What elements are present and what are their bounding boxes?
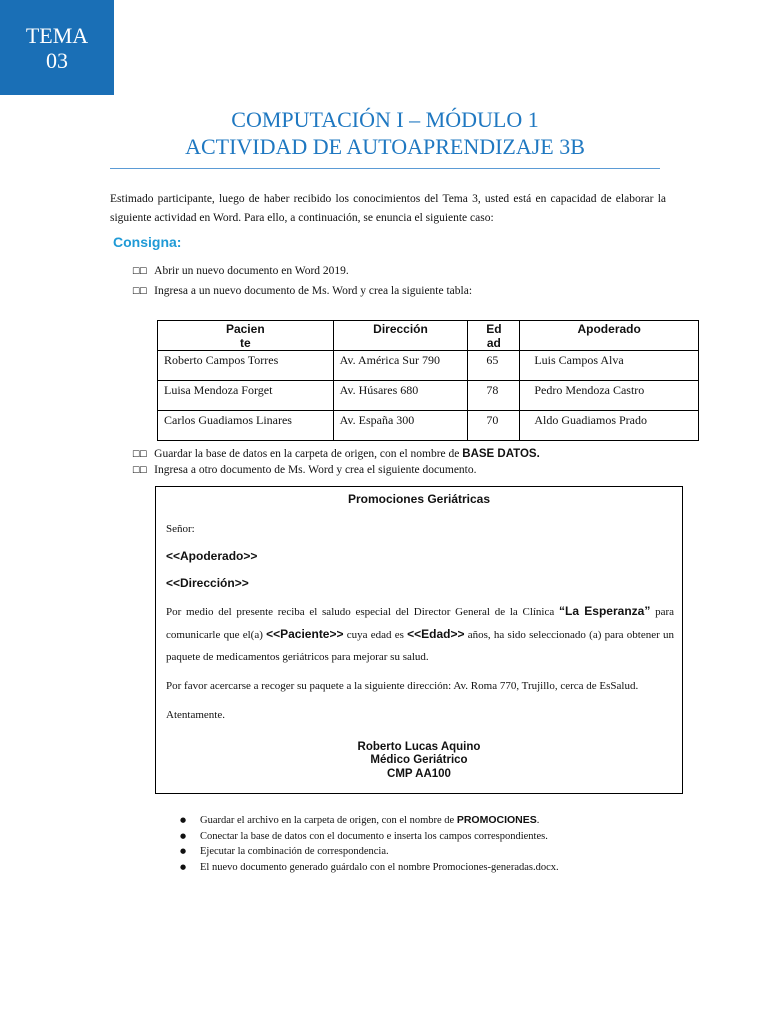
letter-closing: Atentamente. [166, 709, 225, 721]
cell-direccion: Av. Húsares 680 [333, 381, 468, 411]
step-4 [132, 464, 477, 476]
list-item: ● El nuevo documento generado guárdalo con el nombre Promociones-generadas.docx. [180, 860, 559, 876]
checkbox-icon: ☐☐ [132, 450, 147, 460]
promociones-bold: PROMOCIONES [456, 814, 537, 826]
clinic-name: “La Esperanza” [558, 604, 651, 618]
table-row [158, 381, 699, 411]
patients-table [157, 320, 699, 441]
field-direccion: <<Dirección>> [166, 576, 249, 590]
cell-edad: 78 [468, 381, 520, 411]
header-edad: Ed ad [468, 321, 520, 351]
cell-paciente: Roberto Campos Torres [158, 351, 334, 381]
consigna-heading: Consigna: [113, 234, 182, 250]
tema-label: TEMA [25, 22, 89, 48]
letter-template [155, 486, 683, 794]
table-row [158, 411, 699, 441]
cell-paciente: Luisa Mendoza Forget [158, 381, 334, 411]
signature-cmp: CMP AA100 [387, 768, 451, 780]
intro-paragraph: Estimado participante, luego de haber recibido los conocimientos del Tema 3, usted está en capacidad de elaborar la siguiente actividad en Word. Para ello, a continuación, se enuncia el siguiente caso: [110, 193, 666, 224]
field-paciente: <<Paciente>> [266, 627, 344, 641]
cell-edad: 70 [468, 411, 520, 441]
letter-body: Por medio del presente reciba el saludo especial del Director General de la Clínica “La Esperanza” para comunicarle que el(a) <<Paciente>> cuya edad es <<Edad>> años, ha sido seleccionado (a) para obtener un paquete de medicamentos geriátricos para mejorar su salud. [166, 604, 674, 663]
cell-direccion: Av. América Sur 790 [333, 351, 468, 381]
step-1 [132, 265, 349, 277]
letter-address-paragraph: Por favor acercarse a recoger su paquete a la siguiente dirección: Av. Roma 770, Trujillo, cerca de EsSalud. [166, 680, 639, 692]
header-direccion: Dirección [333, 321, 468, 351]
final-instructions [180, 813, 559, 875]
step-2-text: Ingresa a un nuevo documento de Ms. Word y crea la siguiente tabla: [154, 285, 473, 297]
header-paciente: Pacien te [158, 321, 334, 351]
cell-apoderado: Luis Campos Alva [520, 351, 699, 381]
table-header-row [158, 321, 699, 351]
checkbox-icon: ☐☐ [132, 466, 147, 476]
cell-apoderado: Aldo Guadiamos Prado [520, 411, 699, 441]
cell-paciente: Carlos Guadiamos Linares [158, 411, 334, 441]
list-item: ● Conectar la base de datos con el documento e inserta los campos correspondientes. [180, 829, 559, 845]
cell-direccion: Av. España 300 [333, 411, 468, 441]
table-row [158, 351, 699, 381]
activity-title: ACTIVIDAD DE AUTOAPRENDIZAJE 3B [185, 134, 585, 159]
signature-role: Médico Geriátrico [370, 754, 468, 766]
title-divider [110, 168, 660, 169]
field-edad: <<Edad>> [407, 627, 465, 641]
field-apoderado: <<Apoderado>> [166, 549, 258, 563]
header-apoderado: Apoderado [520, 321, 699, 351]
tema-number: 03 [46, 47, 68, 73]
course-title: COMPUTACIÓN I – MÓDULO 1 [231, 107, 539, 132]
step-2 [132, 285, 472, 297]
cell-edad: 65 [468, 351, 520, 381]
letter-title: Promociones Geriátricas [347, 492, 491, 506]
step-3-bold: BASE DATOS. [462, 448, 540, 460]
step-3-text: Guardar la base de datos en la carpeta de origen, con el nombre de [154, 448, 463, 460]
list-item: ● Ejecutar la combinación de correspondencia. [180, 844, 559, 860]
checkbox-icon: ☐☐ [132, 287, 147, 297]
signature-name: Roberto Lucas Aquino [357, 741, 481, 753]
checkbox-icon: ☐☐ [132, 267, 147, 277]
step-1-text: Abrir un nuevo documento en Word 2019. [154, 265, 349, 277]
step-4-text: Ingresa a otro documento de Ms. Word y crea el siguiente documento. [154, 464, 477, 476]
list-item: ● Guardar el archivo en la carpeta de origen, con el nombre de PROMOCIONES. [180, 813, 559, 829]
letter-greeting: Señor: [166, 523, 195, 535]
tema-badge [0, 0, 114, 95]
step-3 [132, 448, 540, 460]
cell-apoderado: Pedro Mendoza Castro [520, 381, 699, 411]
